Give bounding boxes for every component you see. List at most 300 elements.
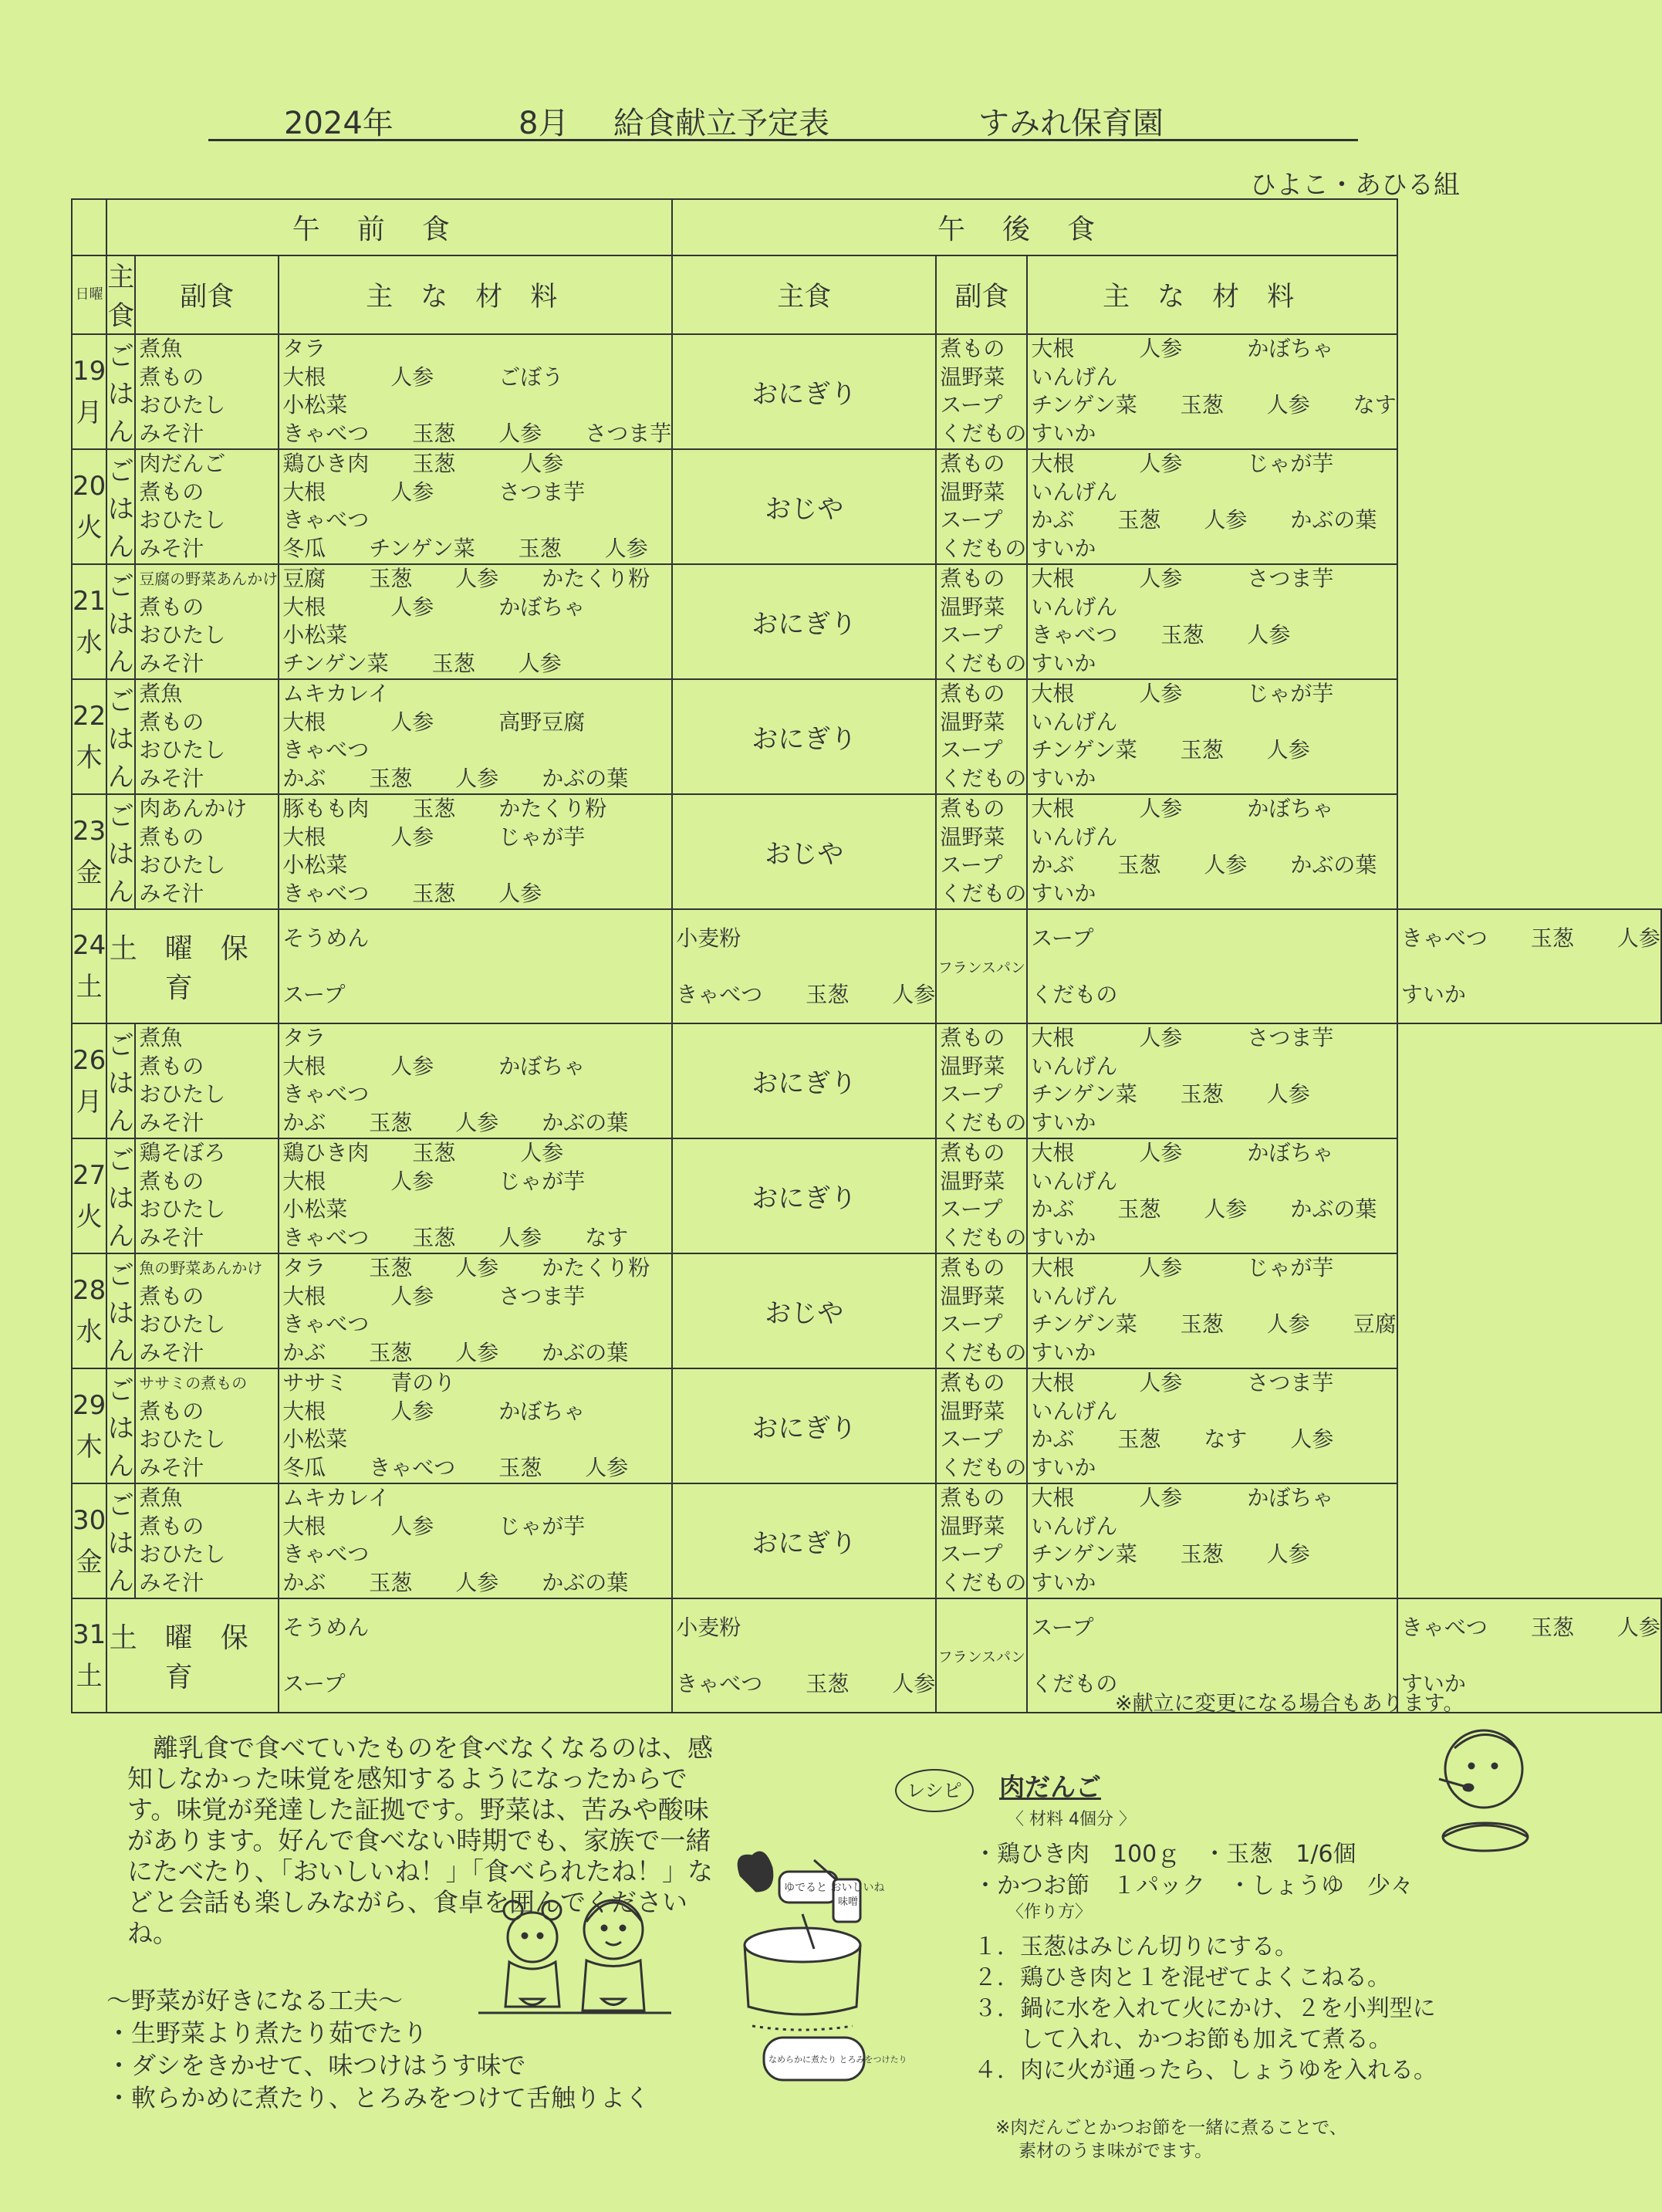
ingredient-line: いんげん xyxy=(1031,1513,1118,1539)
side-dish: 温野菜 xyxy=(940,1283,1005,1309)
menu-row xyxy=(72,1483,1661,1598)
date-number: 20 xyxy=(73,470,106,502)
side-dish: 煮もの xyxy=(940,566,1005,591)
side-dish: 鶏そぼろ xyxy=(139,1140,226,1165)
staple-cell: ごはん xyxy=(106,679,135,794)
pm-staple-cell: おにぎり xyxy=(672,334,936,449)
side-dish: 温野菜 xyxy=(940,1053,1005,1079)
ingredient-line: 大根 人参 かぼちゃ xyxy=(282,594,586,620)
tip-item: ・ダシをきかせて、味つけはうす味で xyxy=(106,2051,526,2080)
pm-side-cell xyxy=(936,1483,1027,1598)
pm-staple-cell: おにぎり xyxy=(672,1138,936,1253)
staple-cell: ごはん xyxy=(106,794,135,909)
side-dish: 煮もの xyxy=(139,824,204,850)
side-dish: 煮もの xyxy=(139,1513,204,1539)
ingredient-line: すいか xyxy=(1031,1339,1096,1365)
menu-row xyxy=(72,794,1661,909)
ingredient-line: きゃべつ xyxy=(282,507,370,533)
step-line: １．玉葱はみじん切りにする。 xyxy=(974,1933,1298,1960)
pot-illustration xyxy=(718,1845,918,2084)
ingredient-line: 小松菜 xyxy=(282,392,348,418)
ingredient-line: すいか xyxy=(1031,420,1096,446)
pm-ingredients-cell xyxy=(1027,1023,1397,1138)
day-of-week: 水 xyxy=(76,627,103,658)
side-dish: 煮魚 xyxy=(139,1485,183,1510)
ingredient-line: 大根 人参 じゃが芋 xyxy=(1031,451,1334,476)
side-dish: おひたし xyxy=(139,392,226,418)
date-cell xyxy=(72,1483,106,1598)
day-of-week: 月 xyxy=(76,397,103,428)
bubble-text: なめらかに煮たり とろみをつけたり xyxy=(769,2055,907,2065)
ingredient-line: 大根 人参 さつま芋 xyxy=(282,479,586,505)
ingredient-line: 冬瓜 チンゲン菜 玉葱 人参 xyxy=(282,535,648,561)
side-dish: みそ汁 xyxy=(139,535,204,561)
bubble-text: ゆでると おいしいね xyxy=(784,1882,885,1894)
side-dish: くだもの xyxy=(940,765,1027,791)
tips-title: ～野菜が好きになる工夫～ xyxy=(106,1986,404,2015)
staple-cell: ごはん xyxy=(106,1368,135,1483)
side-dish: みそ汁 xyxy=(139,1224,204,1250)
side-dish: 煮もの xyxy=(139,594,204,620)
ingredient-line: タラ xyxy=(282,1025,326,1050)
date-number: 27 xyxy=(73,1159,106,1191)
ingredient-line: 大根 人参 じゃが芋 xyxy=(1031,681,1334,706)
ingredient-line: ササミ 青のり xyxy=(282,1370,456,1395)
side-dish: スープ xyxy=(940,507,1003,533)
date-cell xyxy=(72,679,106,794)
menu-row xyxy=(72,909,1661,1023)
day-of-week: 木 xyxy=(76,742,103,773)
ingredient-line: すいか xyxy=(1031,1569,1096,1595)
side-dish: 煮もの xyxy=(940,1255,1005,1280)
ingredient-line: きゃべつ 玉葱 人参 xyxy=(1031,622,1291,648)
side-dish: 温野菜 xyxy=(940,1168,1005,1194)
ingredient-line: きゃべつ 玉葱 人参 xyxy=(1400,925,1660,951)
ingredient-line: 豆腐 玉葱 人参 かたくり粉 xyxy=(282,566,650,591)
ingredient-line: すいか xyxy=(1031,1454,1096,1480)
pm-staple-header: 主食 xyxy=(672,255,936,334)
ingredient-line: きゃべつ 玉葱 人参 xyxy=(282,880,542,906)
ingredient-line: かぶ 玉葱 なす 人参 xyxy=(1031,1426,1334,1452)
ingredient-line: 大根 人参 じゃが芋 xyxy=(1031,1255,1334,1280)
date-number: 29 xyxy=(73,1389,106,1421)
pm-staple-cell: おじや xyxy=(672,1253,936,1368)
date-cell xyxy=(72,909,106,1023)
date-number: 31 xyxy=(73,1619,106,1650)
side-dish: 豆腐の野菜あんかけ xyxy=(139,570,279,588)
pm-side-cell xyxy=(936,1253,1027,1368)
school-name: すみれ保育園 xyxy=(978,106,1164,141)
side-dish: みそ汁 xyxy=(139,880,204,906)
side-dish: 温野菜 xyxy=(940,824,1005,850)
side-dish: くだもの xyxy=(940,1454,1027,1480)
pm-ingredients-cell xyxy=(1027,794,1397,909)
date-number: 23 xyxy=(73,815,106,847)
side-dish: みそ汁 xyxy=(139,650,204,676)
ingredient-line: 小麦粉 xyxy=(676,925,741,951)
ingredients-cell xyxy=(279,1253,672,1368)
page-title: 給食献立予定表 xyxy=(613,106,829,141)
pm-side-cell xyxy=(936,1138,1027,1253)
side-header: 副食 xyxy=(135,255,279,334)
ingredient-line: 大根 人参 さつま芋 xyxy=(282,1283,586,1309)
ingredient-line: 大根 人参 じゃが芋 xyxy=(282,1168,586,1194)
ingredient-line: いんげん xyxy=(1031,709,1118,735)
ingredient-line: いんげん xyxy=(1031,1168,1118,1194)
side-dish: おひたし xyxy=(139,737,226,763)
side-dish: スープ xyxy=(940,1196,1003,1222)
staple-cell: ごはん xyxy=(106,1023,135,1138)
side-dish: 煮もの xyxy=(139,1168,204,1194)
side-dish: 肉だんご xyxy=(139,451,226,476)
menu-row xyxy=(72,334,1661,449)
date-cell xyxy=(72,1253,106,1368)
side-dish: くだもの xyxy=(940,880,1027,906)
column-paragraph: 離乳食で食べていたものを食べなくなるのは、感知しなかった味覚を感知するようになったからです。味覚が発達した証拠です。野菜は、苦みや酸味があります。好んで食べない時期でも、家族で一緒にたべたり、「おいしいね！」「食べられたね！」などと会話も楽しみながら、食卓を囲んでくださいね。 xyxy=(127,1733,713,1948)
pm-side-cell xyxy=(936,679,1027,794)
side-dish: くだもの xyxy=(1031,1671,1118,1696)
date-number: 26 xyxy=(73,1044,106,1076)
day-of-week: 月 xyxy=(76,1086,103,1118)
side-dish: みそ汁 xyxy=(139,1339,204,1365)
ingredient-line: 大根 人参 さつま芋 xyxy=(1031,1370,1334,1395)
side-dish: 煮もの xyxy=(139,479,204,505)
side-dish: 煮もの xyxy=(940,336,1005,361)
pm-staple-cell: おにぎり xyxy=(672,679,936,794)
ingredient-line: ムキカレイ xyxy=(282,681,390,706)
staple-cell: ごはん xyxy=(106,1483,135,1598)
ingredient-line: きゃべつ 玉葱 人参 xyxy=(1400,1615,1660,1640)
ingredient-line: きゃべつ 玉葱 人参 なす xyxy=(282,1224,629,1250)
side-dish: スープ xyxy=(1031,1615,1094,1640)
side-dishes-cell xyxy=(135,334,279,449)
change-note: ※献立に変更になる場合もあります。 xyxy=(1115,1692,1464,1716)
side-dish: おひたし xyxy=(139,1426,226,1452)
menu-row xyxy=(72,564,1661,679)
ingredient-line: きゃべつ xyxy=(282,1081,370,1107)
side-dish: くだもの xyxy=(940,650,1027,676)
recipe-title: 肉だんご xyxy=(999,1772,1101,1802)
footnote-line: 素材のうま味がでます。 xyxy=(1018,2141,1213,2161)
steps-label: 〈作り方〉 xyxy=(1007,1903,1093,1922)
side-dish: ササミの煮もの xyxy=(139,1374,248,1392)
side-dish: 煮もの xyxy=(940,681,1005,706)
side-dishes-cell xyxy=(135,1138,279,1253)
side-dish: 煮もの xyxy=(139,709,204,735)
saturday-menu-cell xyxy=(279,1598,672,1713)
miso-label: 味噌 xyxy=(838,1896,859,1908)
side-dish: 煮もの xyxy=(940,796,1005,821)
footnote-line: ※肉だんごとかつお節を一緒に煮ることで、 xyxy=(995,2118,1347,2138)
ingredient-line: チンゲン菜 玉葱 人参 なす xyxy=(1031,392,1397,418)
materials-label: 〈 材料 4個分 〉 xyxy=(1007,1810,1136,1829)
pm-side-cell xyxy=(936,564,1027,679)
side-dish: 煮もの xyxy=(940,1485,1005,1510)
pm-staple-cell: おじや xyxy=(672,449,936,564)
ingredients-cell xyxy=(279,1368,672,1483)
pm-side-cell xyxy=(936,1023,1027,1138)
side-dish: おひたし xyxy=(139,622,226,648)
saturday-care-cell: 土曜保育 xyxy=(106,909,279,1023)
ingredient-line: 豚もも肉 玉葱 かたくり粉 xyxy=(282,796,607,821)
pm-ingredients-cell xyxy=(1027,1138,1397,1253)
side-dish: おひたし xyxy=(139,852,226,878)
ingredient-line: 鶏ひき肉 玉葱 人参 xyxy=(282,1140,564,1165)
saturday-ingredients-cell xyxy=(672,1598,936,1713)
pm-ingredients-header: 主な材料 xyxy=(1027,255,1397,334)
side-dish: スープ xyxy=(940,1081,1003,1107)
side-dish: 温野菜 xyxy=(940,1398,1005,1424)
ingredient-line: ムキカレイ xyxy=(282,1485,390,1510)
menu-item: そうめん xyxy=(282,1615,370,1640)
side-dish: おひたし xyxy=(139,1081,226,1107)
menu-row xyxy=(72,449,1661,564)
pm-ingredients-cell xyxy=(1027,679,1397,794)
ingredient-line: きゃべつ xyxy=(282,1541,370,1567)
ingredient-line: すいか xyxy=(1400,1671,1466,1696)
ingredient-line: いんげん xyxy=(1031,1398,1118,1424)
side-dish: みそ汁 xyxy=(139,1569,204,1595)
date-number: 24 xyxy=(73,930,106,961)
ingredient-line: すいか xyxy=(1031,535,1096,561)
side-dish: くだもの xyxy=(940,1339,1027,1365)
pm-side-cell xyxy=(936,334,1027,449)
pm-ingredients-cell xyxy=(1027,1368,1397,1483)
side-dishes-cell xyxy=(135,564,279,679)
side-dish: スープ xyxy=(940,1311,1003,1337)
lunch-header: 午前食 xyxy=(106,199,672,255)
date-cell xyxy=(72,1138,106,1253)
side-dish: みそ汁 xyxy=(139,420,204,446)
pm-staple-cell: おじや xyxy=(672,794,936,909)
staple-cell: ごはん xyxy=(106,449,135,564)
ingredient-line: きゃべつ 玉葱 人参 xyxy=(676,982,936,1007)
ingredient-line: いんげん xyxy=(1031,1283,1118,1309)
blank-corner xyxy=(72,199,106,255)
pm-staple-cell: おにぎり xyxy=(672,1023,936,1138)
pm-side-cell xyxy=(936,794,1027,909)
date-number: 21 xyxy=(73,585,106,617)
ingredient-line: きゃべつ 玉葱 人参 xyxy=(676,1671,936,1696)
side-dishes-cell xyxy=(135,1368,279,1483)
ingredient-line: すいか xyxy=(1400,982,1466,1007)
side-dish: 温野菜 xyxy=(940,364,1005,390)
date-cell xyxy=(72,1598,106,1713)
side-dish: 煮もの xyxy=(139,1283,204,1309)
ingredient-line: いんげん xyxy=(1031,824,1118,850)
class-group: ひよこ・あひる組 xyxy=(1250,170,1460,201)
ingredients-cell xyxy=(279,679,672,794)
side-dish: スープ xyxy=(940,737,1003,763)
ingredient-line: 小松菜 xyxy=(282,1196,348,1222)
side-dishes-cell xyxy=(135,449,279,564)
ingredients-cell xyxy=(279,794,672,909)
ingredient-line: かぶ 玉葱 人参 かぶの葉 xyxy=(282,1339,629,1365)
ingredients-cell xyxy=(279,1138,672,1253)
pm-ingredients-cell xyxy=(1397,909,1661,1023)
side-dish: 煮もの xyxy=(139,1053,204,1079)
ingredient-line: 大根 人参 高野豆腐 xyxy=(282,709,586,735)
side-dish: スープ xyxy=(940,852,1003,878)
pm-ingredients-cell xyxy=(1027,449,1397,564)
staple-cell: ごはん xyxy=(106,1138,135,1253)
side-dish: 煮もの xyxy=(940,1140,1005,1165)
menu-row xyxy=(72,679,1661,794)
pm-staple-cell: おにぎり xyxy=(672,1483,936,1598)
date-number: 19 xyxy=(73,355,106,387)
ingredient-line: チンゲン菜 玉葱 人参 xyxy=(1031,737,1310,763)
ingredient-line: 小松菜 xyxy=(282,622,348,648)
side-dish: 温野菜 xyxy=(940,479,1005,505)
saturday-ingredients-cell xyxy=(672,909,936,1023)
ingredients-cell xyxy=(279,1483,672,1598)
side-dish: 温野菜 xyxy=(940,709,1005,735)
ingredients-cell xyxy=(279,564,672,679)
side-dish: 煮もの xyxy=(139,1398,204,1424)
saturday-menu-cell xyxy=(279,909,672,1023)
ingredients-header: 主な材料 xyxy=(279,255,672,334)
step-line: ４．肉に火が通ったら、しょうゆを入れる。 xyxy=(974,2057,1437,2084)
side-dishes-cell xyxy=(135,1253,279,1368)
header-line xyxy=(208,99,1358,141)
ingredient-line: 大根 人参 ごぼう xyxy=(282,364,564,390)
ingredient-line: 小松菜 xyxy=(282,1426,348,1452)
ingredients-cell xyxy=(279,334,672,449)
side-dish: くだもの xyxy=(940,1224,1027,1250)
date-cell xyxy=(72,794,106,909)
staple-cell: ごはん xyxy=(106,334,135,449)
staple-header: 主食 xyxy=(106,255,135,334)
side-dish: 温野菜 xyxy=(940,594,1005,620)
ingredient-line: すいか xyxy=(1031,1224,1096,1250)
ingredient-line: いんげん xyxy=(1031,594,1118,620)
date-cell xyxy=(72,564,106,679)
date-cell xyxy=(72,1023,106,1138)
day-of-week: 水 xyxy=(76,1316,103,1348)
date-number: 22 xyxy=(73,700,106,732)
saturday-care-cell: 土曜保育 xyxy=(106,1598,279,1713)
ingredient-line: 大根 人参 かぼちゃ xyxy=(1031,1485,1334,1510)
side-dish: おひたし xyxy=(139,1311,226,1337)
material-line: ・かつお節 １パック ・しょうゆ 少々 xyxy=(974,1872,1414,1899)
side-dish: スープ xyxy=(940,1541,1003,1567)
side-dish: スープ xyxy=(1031,925,1094,951)
side-dish: スープ xyxy=(940,622,1003,648)
ingredient-line: 小松菜 xyxy=(282,852,348,878)
material-line: ・鶏ひき肉 100ｇ ・玉葱 1/6個 xyxy=(974,1841,1356,1868)
side-dish: スープ xyxy=(940,392,1003,418)
side-dish: おひたし xyxy=(139,507,226,533)
ingredients-cell xyxy=(279,1023,672,1138)
ingredient-line: 大根 人参 じゃが芋 xyxy=(282,824,586,850)
date-cell xyxy=(72,334,106,449)
pm-staple-cell: フランスパン xyxy=(936,1598,1027,1713)
ingredient-line: チンゲン菜 玉葱 人参 xyxy=(1031,1081,1310,1107)
ingredient-line: 鶏ひき肉 玉葱 人参 xyxy=(282,451,564,476)
side-dishes-cell xyxy=(135,794,279,909)
pm-side-cell xyxy=(936,449,1027,564)
day-of-week: 火 xyxy=(76,512,103,543)
day-of-week: 土 xyxy=(76,1661,103,1692)
staple-cell: ごはん xyxy=(106,1253,135,1368)
pm-ingredients-cell xyxy=(1027,334,1397,449)
day-column-header: 日曜 xyxy=(72,255,106,334)
day-of-week: 土 xyxy=(76,972,103,1003)
ingredient-line: いんげん xyxy=(1031,364,1118,390)
pm-staple-cell: おにぎり xyxy=(672,564,936,679)
pm-ingredients-cell xyxy=(1027,564,1397,679)
ingredient-line: かぶ 玉葱 人参 かぶの葉 xyxy=(282,765,629,791)
side-dish: おひたし xyxy=(139,1196,226,1222)
ingredient-line: すいか xyxy=(1031,650,1096,676)
ingredient-line: 大根 人参 さつま芋 xyxy=(1031,1025,1334,1050)
ingredient-line: かぶ 玉葱 人参 かぶの葉 xyxy=(1031,1196,1377,1222)
side-dish: みそ汁 xyxy=(139,1109,204,1135)
ingredient-line: タラ 玉葱 人参 かたくり粉 xyxy=(282,1255,650,1280)
side-dish: 煮もの xyxy=(139,364,204,390)
date-cell xyxy=(72,1368,106,1483)
date-number: 28 xyxy=(73,1274,106,1306)
step-line: して入れ、かつお節も加えて煮る。 xyxy=(974,2026,1392,2053)
ingredient-line: 大根 人参 かぼちゃ xyxy=(1031,336,1334,361)
side-dish: みそ汁 xyxy=(139,1454,204,1480)
ingredient-line: チンゲン菜 玉葱 人参 豆腐 xyxy=(1031,1311,1397,1337)
ingredient-line: かぶ 玉葱 人参 かぶの葉 xyxy=(282,1569,629,1595)
pm-staple-cell: おにぎり xyxy=(672,1368,936,1483)
side-dish: くだもの xyxy=(940,1569,1027,1595)
ingredients-cell xyxy=(279,449,672,564)
ingredient-line: すいか xyxy=(1031,880,1096,906)
ingredient-line: 大根 人参 かぼちゃ xyxy=(1031,1140,1334,1165)
day-of-week: 火 xyxy=(76,1201,103,1233)
pm-staple-cell: フランスパン xyxy=(936,909,1027,1023)
ingredient-line: いんげん xyxy=(1031,1053,1118,1079)
day-of-week: 木 xyxy=(76,1431,103,1463)
ingredient-line: きゃべつ xyxy=(282,737,370,763)
side-dish: くだもの xyxy=(1031,982,1118,1007)
side-dish: 煮もの xyxy=(940,451,1005,476)
ingredient-line: タラ xyxy=(282,336,326,361)
children-eating-illustration xyxy=(478,1875,671,2053)
side-dish: おひたし xyxy=(139,1541,226,1567)
ingredient-line: 冬瓜 きゃべつ 玉葱 人参 xyxy=(282,1454,629,1480)
ingredient-line: かぶ 玉葱 人参 かぶの葉 xyxy=(1031,507,1377,533)
ingredient-line: きゃべつ 玉葱 人参 さつま芋 xyxy=(282,420,672,446)
side-dish: 肉あんかけ xyxy=(139,796,248,821)
ingredient-line: 大根 人参 じゃが芋 xyxy=(282,1513,586,1539)
menu-item: スープ xyxy=(282,1671,346,1696)
menu-item: そうめん xyxy=(282,925,370,951)
side-dish: くだもの xyxy=(940,535,1027,561)
pm-side-cell xyxy=(1027,909,1397,1023)
side-dish: 煮魚 xyxy=(139,1025,183,1050)
pm-ingredients-cell xyxy=(1027,1483,1397,1598)
side-dish: 煮もの xyxy=(940,1025,1005,1050)
ingredient-line: すいか xyxy=(1031,765,1096,791)
pm-side-cell xyxy=(936,1368,1027,1483)
side-dish: 温野菜 xyxy=(940,1513,1005,1539)
side-dish: 煮もの xyxy=(940,1370,1005,1395)
pm-side-header: 副食 xyxy=(936,255,1027,334)
side-dish: みそ汁 xyxy=(139,765,204,791)
day-of-week: 金 xyxy=(76,857,103,888)
menu-row xyxy=(72,1023,1661,1138)
side-dishes-cell xyxy=(135,1023,279,1138)
step-line: ３．鍋に水を入れて火にかけ、２を小判型に xyxy=(974,1995,1436,2022)
step-line: ２．鶏ひき肉と１を混ぜてよくこねる。 xyxy=(974,1964,1390,1991)
snack-header: 午後食 xyxy=(672,199,1397,255)
menu-item: スープ xyxy=(282,982,346,1007)
